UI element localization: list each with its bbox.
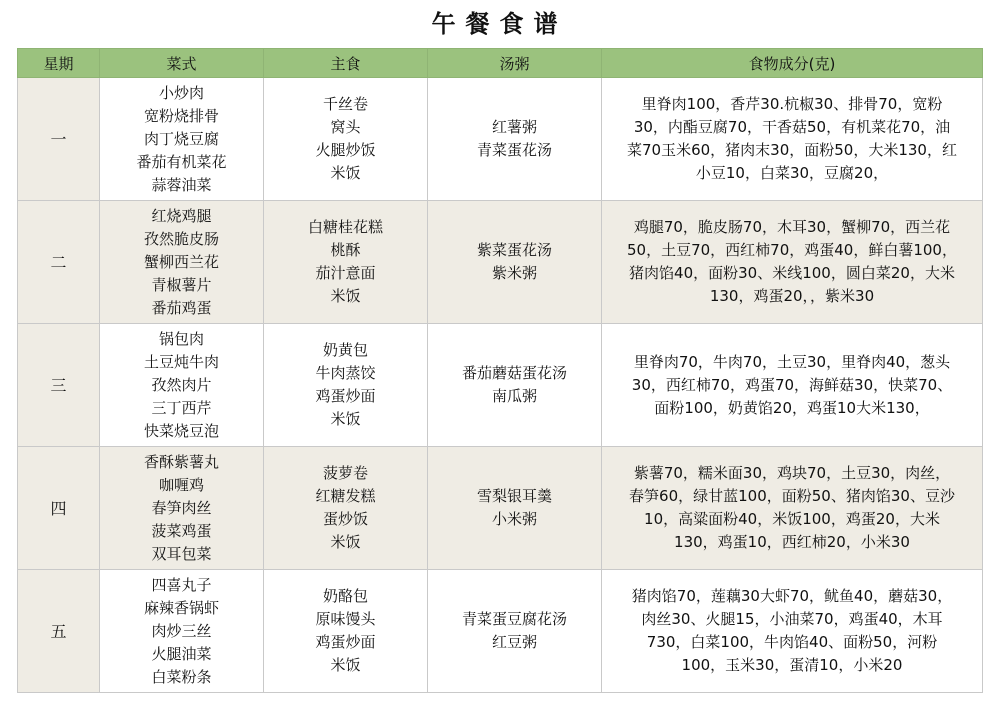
list-item: 红薯粥 bbox=[491, 118, 537, 136]
list-item: 孜然肉片 bbox=[151, 375, 212, 394]
ingredients-cell bbox=[602, 201, 983, 324]
ingredient-line: 50，土豆70，西红柿70，鸡蛋40，鲜白薯100， bbox=[627, 241, 957, 259]
list-item: 咖喱鸡 bbox=[158, 475, 204, 494]
page-title: 午餐食谱 bbox=[431, 9, 568, 38]
list-item: 鸡蛋炒面 bbox=[315, 633, 376, 651]
list-item: 米饭 bbox=[330, 164, 361, 182]
list-item: 宽粉烧排骨 bbox=[143, 106, 219, 125]
list-item: 春笋肉丝 bbox=[151, 498, 212, 517]
lunch-menu-table bbox=[17, 48, 983, 693]
ingredient-line: 10，高粱面粉40，米饭100，鸡蛋20，大米 bbox=[644, 510, 940, 528]
dishes-cell bbox=[100, 324, 264, 447]
list-item: 肉丁烧豆腐 bbox=[143, 129, 219, 148]
staples-cell bbox=[264, 447, 428, 570]
ingredients-cell bbox=[602, 324, 983, 447]
ingredient-line: 里脊肉100，香芹30.杭椒30、排骨70，宽粉 bbox=[641, 95, 943, 113]
ingredient-line: 里脊肉70，牛肉70，土豆30，里脊肉40，葱头 bbox=[633, 352, 951, 371]
header-ingredients: 食物成分(克) bbox=[602, 49, 983, 78]
list-item: 红烧鸡腿 bbox=[151, 206, 212, 225]
list-item: 茄汁意面 bbox=[315, 264, 376, 282]
table-row bbox=[18, 570, 983, 693]
list-item: 四喜丸子 bbox=[151, 575, 212, 594]
list-item: 青菜蛋豆腐花汤 bbox=[461, 610, 567, 628]
dishes-cell bbox=[100, 447, 264, 570]
list-item: 红糖发糕 bbox=[315, 487, 376, 505]
table-row bbox=[18, 78, 983, 201]
list-item: 千丝卷 bbox=[322, 95, 368, 113]
list-item: 窝头 bbox=[330, 118, 361, 136]
ingredient-line: 100，玉米30，蛋清10，小米20 bbox=[681, 656, 903, 674]
list-item: 菠菜鸡蛋 bbox=[151, 521, 212, 540]
ingredients-cell bbox=[602, 447, 983, 570]
ingredient-line: 130，鸡蛋10，西红柿20，小米30 bbox=[674, 533, 910, 551]
soups-cell bbox=[428, 201, 602, 324]
list-item: 番茄蘑菇蛋花汤 bbox=[461, 364, 567, 382]
list-item: 白糖桂花糕 bbox=[307, 218, 383, 236]
weekday-cell: 三 bbox=[18, 324, 100, 447]
list-item: 蛋炒饭 bbox=[322, 510, 368, 528]
list-item: 小炒肉 bbox=[158, 83, 204, 102]
ingredients-cell bbox=[602, 570, 983, 693]
list-item: 青菜蛋花汤 bbox=[476, 141, 552, 159]
soups-cell bbox=[428, 447, 602, 570]
list-item: 锅包肉 bbox=[158, 329, 204, 348]
list-item: 桃酥 bbox=[330, 241, 361, 259]
staples-cell bbox=[264, 78, 428, 201]
list-item: 紫菜蛋花汤 bbox=[476, 241, 552, 259]
dishes-cell bbox=[100, 78, 264, 201]
ingredient-line: 130，鸡蛋20，，紫米30 bbox=[709, 287, 875, 305]
dishes-cell bbox=[100, 201, 264, 324]
weekday-cell: 四 bbox=[18, 447, 100, 570]
ingredient-line: 肉丝30、火腿15，小油菜70，鸡蛋40，木耳 bbox=[641, 610, 943, 628]
list-item: 奶酪包 bbox=[322, 587, 368, 605]
table-row bbox=[18, 201, 983, 324]
header-dishes: 菜式 bbox=[100, 49, 264, 78]
ingredient-line: 菜70玉米60，猪肉末30，面粉50，大米130，红 bbox=[627, 141, 957, 159]
weekday-cell: 五 bbox=[18, 570, 100, 693]
list-item: 原味馒头 bbox=[315, 610, 376, 628]
ingredient-line: 面粉100，奶黄馅20，鸡蛋10大米130， bbox=[654, 398, 930, 417]
list-item: 奶黄包 bbox=[322, 341, 368, 359]
header-staples: 主食 bbox=[264, 49, 428, 78]
ingredient-line: 紫薯70，糯米面30，鸡块70，土豆30，肉丝， bbox=[633, 464, 951, 482]
soups-cell bbox=[428, 324, 602, 447]
list-item: 菠萝卷 bbox=[322, 464, 368, 482]
staples-cell bbox=[264, 324, 428, 447]
list-item: 麻辣香锅虾 bbox=[143, 598, 219, 617]
list-item: 米饭 bbox=[330, 656, 361, 674]
list-item: 火腿炒饭 bbox=[315, 141, 376, 159]
ingredient-line: 30，内酯豆腐70，干香菇50，有机菜花70，油 bbox=[633, 118, 951, 136]
header-soups: 汤粥 bbox=[428, 49, 602, 78]
header-weekday: 星期 bbox=[18, 49, 100, 78]
staples-cell bbox=[264, 201, 428, 324]
list-item: 土豆炖牛肉 bbox=[143, 352, 219, 371]
staples-cell bbox=[264, 570, 428, 693]
list-item: 雪梨银耳羹 bbox=[476, 487, 552, 505]
header-row bbox=[18, 49, 983, 78]
ingredient-line: 小豆10，白菜30，豆腐20， bbox=[695, 164, 889, 182]
list-item: 双耳包菜 bbox=[151, 544, 212, 563]
soups-cell bbox=[428, 570, 602, 693]
list-item: 米饭 bbox=[330, 533, 361, 551]
ingredients-cell bbox=[602, 78, 983, 201]
ingredient-line: 730，白菜100，牛肉馅40、面粉50，河粉 bbox=[646, 633, 938, 651]
list-item: 番茄鸡蛋 bbox=[151, 298, 212, 317]
ingredient-line: 猪肉馅70，莲藕30大虾70，鱿鱼40，蘑菇30， bbox=[631, 587, 953, 605]
list-item: 肉炒三丝 bbox=[151, 621, 212, 640]
ingredient-line: 春笋60，绿甘蓝100，面粉50、猪肉馅30、豆沙 bbox=[629, 487, 955, 505]
list-item: 白菜粉条 bbox=[151, 667, 212, 686]
list-item: 香酥紫薯丸 bbox=[143, 452, 219, 471]
list-item: 青椒薯片 bbox=[151, 275, 212, 294]
ingredient-line: 猪肉馅40，面粉30、米线100，圆白菜20，大米 bbox=[629, 264, 955, 282]
list-item: 蒜蓉油菜 bbox=[151, 175, 212, 194]
soups-cell bbox=[428, 78, 602, 201]
list-item: 牛肉蒸饺 bbox=[315, 364, 376, 382]
list-item: 红豆粥 bbox=[491, 633, 537, 651]
list-item: 孜然脆皮肠 bbox=[143, 229, 219, 248]
list-item: 蟹柳西兰花 bbox=[143, 252, 219, 271]
list-item: 三丁西芹 bbox=[151, 398, 212, 417]
weekday-cell: 二 bbox=[18, 201, 100, 324]
list-item: 米饭 bbox=[330, 287, 361, 305]
list-item: 紫米粥 bbox=[491, 264, 537, 282]
weekday-cell: 一 bbox=[18, 78, 100, 201]
table-row bbox=[18, 324, 983, 447]
list-item: 米饭 bbox=[330, 410, 361, 428]
ingredient-line: 鸡腿70，脆皮肠70，木耳30，蟹柳70，西兰花 bbox=[633, 218, 951, 236]
table-row bbox=[18, 447, 983, 570]
ingredient-line: 30，西红柿70，鸡蛋70，海鲜菇30，快菜70、 bbox=[631, 375, 953, 394]
list-item: 火腿油菜 bbox=[151, 644, 212, 663]
dishes-cell bbox=[100, 570, 264, 693]
list-item: 小米粥 bbox=[491, 510, 537, 528]
list-item: 快菜烧豆泡 bbox=[143, 421, 219, 440]
list-item: 鸡蛋炒面 bbox=[315, 387, 376, 405]
list-item: 南瓜粥 bbox=[491, 387, 537, 405]
list-item: 番茄有机菜花 bbox=[136, 152, 227, 171]
